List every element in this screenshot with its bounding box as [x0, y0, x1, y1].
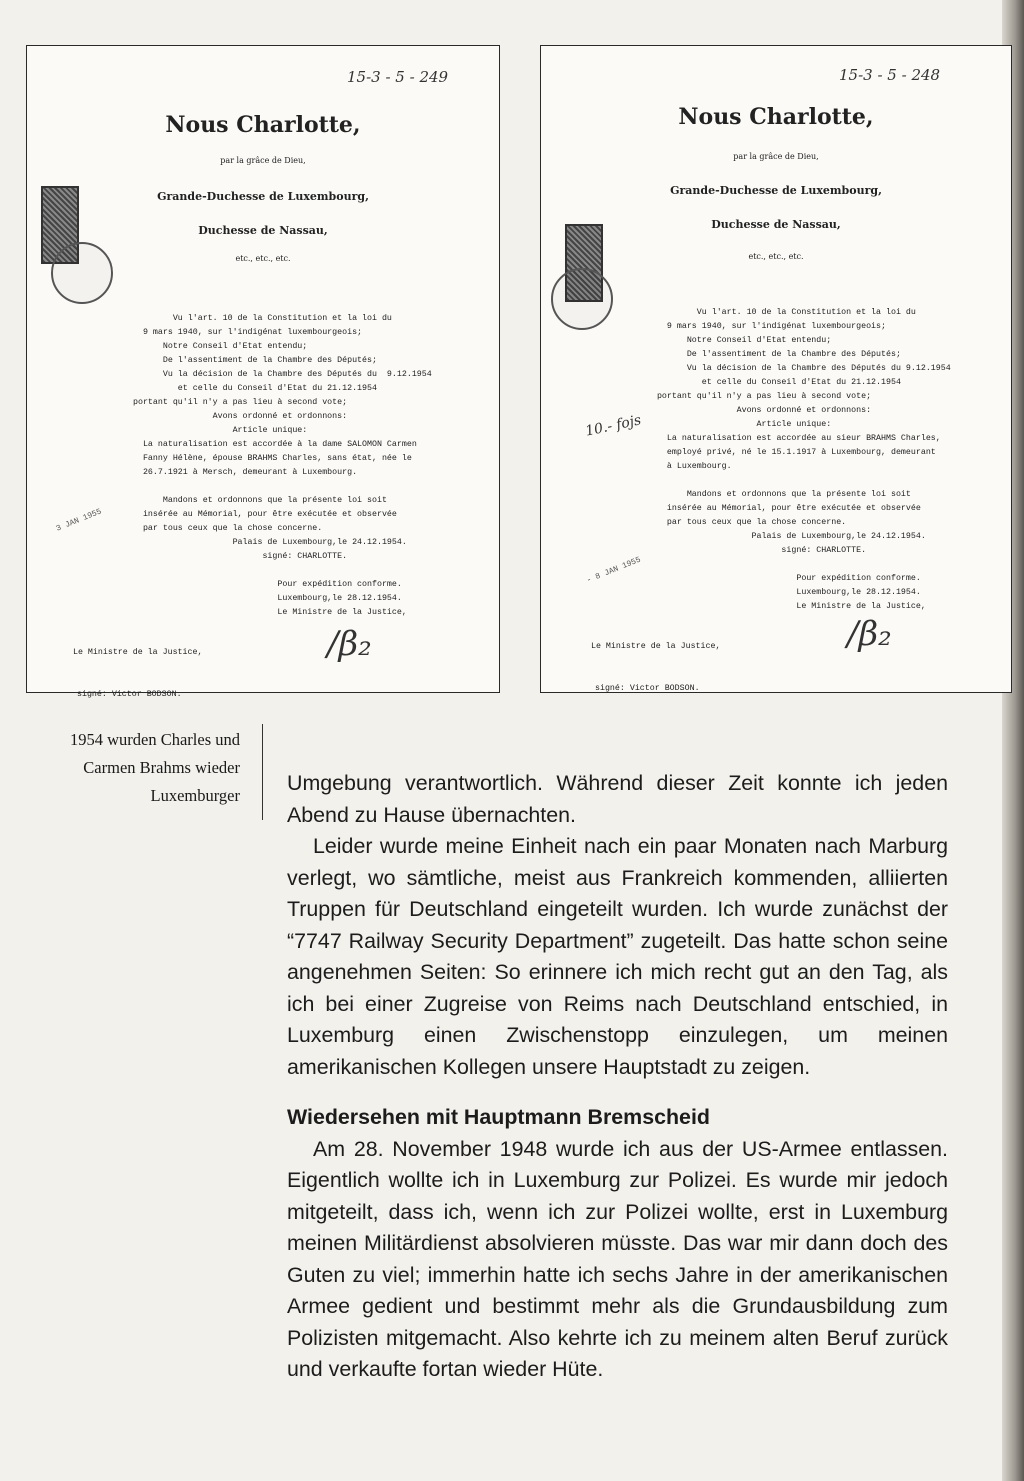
figure-caption: 1954 wurden Charles und Carmen Brahms wieder Luxemburger — [69, 730, 240, 805]
document-by-grace: par la grâce de Dieu, — [733, 152, 819, 161]
document-body: Vu l'art. 10 de la Constitution et la loi du 9 mars 1940, sur l'indigénat luxembourgeois; Notre Conseil d'Etat entendu; De l'assentiment de la Chambre des Députés; Vu la décision de la Chambre des Députés du 9.12.1954 et celle du Conseil d'Etat du 21.12.1954 portant qu'il n'y a pas lieu à second vote; Avons ordonné et ordonnons: Article unique: La naturalisation est accordée au sieur BRAHMS Charles, employé privé, né le 15.1.1917 à Luxembourg, demeurant à Luxembourg. Mandons et ordonnons que la présente loi soit insérée au Mémorial, pour être exécutée et observée par tous ceux que la chose concerne. Palais de Luxembourg,le 24.12.1954. signé: CHARLOTTE. Pour expédition conforme. Luxembourg,le 28.12.1954. Le Ministre de la Justice, — [647, 308, 951, 611]
caption-divider — [262, 724, 263, 820]
article-paragraph: Am 28. November 1948 wurde ich aus der US-Armee entlassen. Eigentlich wollte ich in Luxemburg zur Polizei. Es wurde mir jedoch mitgeteilt, dass ich, wenn ich zur Polizei wollte, erst in Luxemburg meinen Militärdienst absolvieren müsste. Das war mir dann doch des Guten zu viel; immerhin hatte ich sechs Jahre in der amerikanischen Armee gedient und bestimmt mehr als die Grundausbildung zum Polizisten mitgemacht. Also kehrte ich zu meinem alten Beruf zurück und verkaufte fortan wieder Hüte. — [287, 1136, 948, 1381]
document-by-grace: par la grâce de Dieu, — [220, 156, 306, 165]
article-body — [287, 768, 948, 1386]
handwritten-margin-note: 10.- fojs — [583, 412, 643, 440]
document-title: Nous Charlotte, — [165, 112, 361, 138]
document-reference-number: 15-3 - 5 - 248 — [839, 66, 941, 84]
naturalization-document-charles — [540, 45, 1012, 693]
minister-signature-icon: ∕β₂ — [327, 624, 372, 664]
article-paragraph: Leider wurde meine Einheit nach ein paar Monaten nach Marburg verlegt, wo sämtliche, meist aus Frankreich kommenden, alliierten Truppen für Deutschland eingeteilt wurden. Ich wurde zunächst der “7747 Railway Security Department” zugeteilt. Das hatte schon seine angenehmen Seiten: So erinnere ich mich recht gut an den Tag, als ich bei einer Zugreise von Reims nach Deutschland entschied, in Luxemburg einen Zwischenstopp einzulegen, um meinen amerikanischen Kollegen unsere Hauptstadt zu zeigen. — [287, 834, 948, 1079]
naturalization-document-carmen — [26, 45, 500, 699]
received-date-stamp: - 8 JAN 1955 — [585, 555, 643, 586]
document-duchess: Duchesse de Nassau, — [711, 218, 841, 231]
document-grand-duchess: Grande-Duchesse de Luxembourg, — [157, 190, 369, 203]
document-title: Nous Charlotte, — [678, 104, 874, 130]
document-duchess: Duchesse de Nassau, — [198, 224, 328, 237]
received-date-stamp: 3 JAN 1955 — [55, 507, 103, 534]
official-seal-icon — [551, 268, 613, 330]
document-grand-duchess: Grande-Duchesse de Luxembourg, — [670, 184, 882, 197]
document-etc: etc., etc., etc. — [235, 254, 291, 263]
minister-signature-icon: ∕β₂ — [847, 614, 892, 654]
document-body: Vu l'art. 10 de la Constitution et la loi du 9 mars 1940, sur l'indigénat luxembourgeois; Notre Conseil d'Etat entendu; De l'assentiment de la Chambre des Députés; Vu la décision de la Chambre des Députés du 9.12.1954 et celle du Conseil d'Etat du 21.12.1954 portant qu'il n'y a pas lieu à second vote; Avons ordonné et ordonnons: Article unique: La naturalisation est accordée à la dame SALOMON Carmen Fanny Hélène, épouse BRAHMS Charles, sans état, née le 26.7.1921 à Mersch, demeurant à Luxembourg. Mandons et ordonnons que la présente loi soit insérée au Mémorial, pour être exécutée et observée par tous ceux que la chose concerne. Palais de Luxembourg,le 24.12.1954. signé: CHARLOTTE. Pour expédition conforme. Luxembourg,le 28.12.1954. Le Ministre de la Justice, — [133, 314, 432, 617]
section-heading: Wiedersehen mit Hauptmann Bremscheid — [287, 1105, 710, 1129]
minister-block: Le Ministre de la Justice, signé: Victor BODSON. — [73, 648, 203, 699]
document-etc: etc., etc., etc. — [748, 252, 804, 261]
article-paragraph: Umgebung verantwortlich. Während dieser Zeit konnte ich jeden Abend zu Hause übernachten. — [287, 771, 948, 827]
document-reference-number: 15-3 - 5 - 249 — [347, 68, 449, 86]
minister-block: Le Ministre de la Justice, signé: Victor BODSON. — [591, 642, 721, 693]
official-seal-icon — [51, 242, 113, 304]
